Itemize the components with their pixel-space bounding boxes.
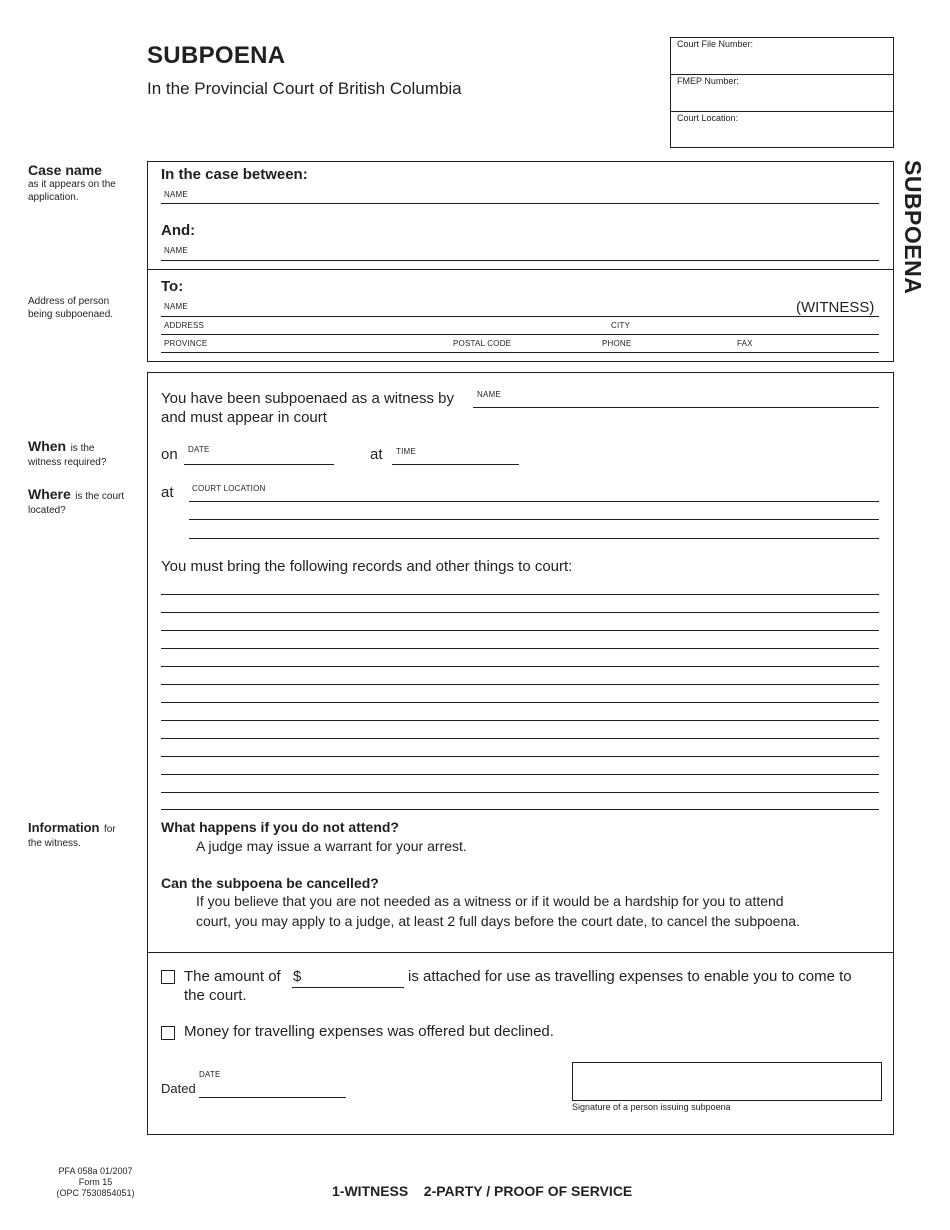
court-location-label: COURT LOCATION: [192, 484, 266, 493]
info-answer-2-line1: If you believe that you are not needed as a witness or if it would be a hardship for you to attend: [196, 893, 784, 909]
court-location-line-2[interactable]: [189, 519, 879, 520]
records-line[interactable]: [161, 630, 879, 631]
address-label: ADDRESS: [164, 321, 205, 330]
court-file-number-field[interactable]: [671, 38, 893, 75]
amount-suffix-text: is attached for use as travelling expenses to enable you to come to: [408, 968, 852, 985]
party2-name-line[interactable]: [161, 260, 879, 261]
records-line[interactable]: [161, 792, 879, 793]
declined-checkbox[interactable]: [161, 1026, 175, 1040]
section-divider: [148, 269, 893, 270]
court-file-number-label: Court File Number:: [677, 39, 754, 49]
info-answer-2-line2: court, you may apply to a judge, at least 2 full days before the court date, to cancel the subpoena.: [196, 913, 800, 929]
address-note-line1: Address of person: [28, 296, 110, 307]
where-sub1: is the court: [75, 491, 125, 502]
where-sub2: located?: [28, 505, 66, 516]
amount-line[interactable]: [292, 987, 404, 988]
records-line[interactable]: [161, 809, 879, 810]
records-line[interactable]: [161, 594, 879, 595]
info-answer-1: A judge may issue a warrant for your arrest.: [196, 838, 467, 854]
court-file-box: [670, 37, 894, 148]
time-label: TIME: [396, 447, 416, 456]
form-info: [28, 1166, 163, 1199]
declined-text: Money for travelling expenses was offered but declined.: [184, 1023, 554, 1040]
when-sub1: is the: [70, 443, 95, 454]
and-label: And:: [161, 222, 196, 239]
dollar-sign: $: [293, 968, 302, 985]
court-location-field[interactable]: [671, 112, 893, 149]
time-line[interactable]: [392, 464, 519, 465]
where-heading: Where: [28, 486, 71, 502]
records-line[interactable]: [161, 666, 879, 667]
records-line[interactable]: [161, 702, 879, 703]
amount-prefix-text: The amount of: [184, 968, 281, 985]
records-line[interactable]: [161, 756, 879, 757]
when-sub2: witness required?: [28, 457, 107, 468]
side-title: SUBPOENA: [900, 160, 926, 295]
issuer-name-line[interactable]: [473, 407, 879, 408]
city-label: CITY: [611, 321, 631, 330]
signature-box[interactable]: [572, 1062, 882, 1101]
form-code: PFA 058a 01/2007: [58, 1166, 133, 1176]
distribution-note: 1-WITNESS 2-PARTY / PROOF OF SERVICE: [332, 1183, 633, 1199]
info-heading: Information: [28, 820, 100, 835]
amount-attached-checkbox[interactable]: [161, 970, 175, 984]
info-sub2: the witness.: [28, 838, 81, 849]
records-line[interactable]: [161, 648, 879, 649]
records-line[interactable]: [161, 612, 879, 613]
bring-records-text: You must bring the following records and other things to court:: [161, 558, 573, 575]
case-name-heading: Case name: [28, 162, 102, 178]
info-question-2: Can the subpoena be cancelled?: [161, 875, 379, 891]
address-note-line2: being subpoenaed.: [28, 309, 114, 320]
party1-name-line[interactable]: [161, 203, 879, 204]
case-name-note: [28, 162, 140, 204]
page-subtitle: In the Provincial Court of British Columbia: [147, 79, 462, 98]
main-box: [147, 372, 894, 1135]
address-note: [28, 295, 143, 321]
on-label: on: [161, 446, 178, 463]
court-location-line-1[interactable]: [189, 501, 879, 502]
info-sub1: for: [103, 824, 116, 835]
info-question-1: What happens if you do not attend?: [161, 819, 399, 835]
records-line[interactable]: [161, 774, 879, 775]
name-label-1: NAME: [164, 190, 188, 199]
amount-suffix-text-2: the court.: [184, 987, 247, 1004]
witness-label: (WITNESS): [796, 299, 875, 316]
records-line[interactable]: [161, 738, 879, 739]
fax-label: FAX: [737, 339, 753, 348]
address-line[interactable]: [161, 334, 879, 335]
dated-label: Dated: [161, 1081, 196, 1096]
info-note: [28, 819, 143, 850]
records-line[interactable]: [161, 684, 879, 685]
when-note: [28, 438, 143, 469]
signature-caption: Signature of a person issuing subpoena: [572, 1102, 731, 1112]
case-between-label: In the case between:: [161, 166, 308, 183]
witness-name-line[interactable]: [161, 316, 879, 317]
at-time-label: at: [370, 446, 383, 463]
case-name-sub: as it appears on the application.: [28, 179, 116, 203]
when-heading: When: [28, 438, 67, 454]
province-line[interactable]: [161, 352, 879, 353]
opc-number: (OPC 7530854051): [56, 1188, 135, 1198]
postal-code-label: POSTAL CODE: [453, 339, 512, 348]
issuer-name-label: NAME: [477, 390, 501, 399]
court-location-line-3[interactable]: [189, 538, 879, 539]
phone-label: PHONE: [602, 339, 632, 348]
section-divider: [148, 952, 893, 953]
page-title: SUBPOENA: [147, 42, 286, 69]
date-label: DATE: [188, 445, 210, 454]
fmep-number-label: FMEP Number:: [677, 76, 739, 86]
subpoenaed-by-text: You have been subpoenaed as a witness by: [161, 390, 455, 407]
dated-date-label: DATE: [199, 1070, 221, 1079]
name-label-2: NAME: [164, 246, 188, 255]
province-label: PROVINCE: [164, 339, 208, 348]
records-line[interactable]: [161, 720, 879, 721]
form-number: Form 15: [78, 1177, 113, 1187]
dated-line[interactable]: [199, 1097, 346, 1098]
date-line[interactable]: [184, 464, 334, 465]
name-label-3: NAME: [164, 302, 188, 311]
must-appear-text: and must appear in court: [161, 409, 327, 426]
fmep-number-field[interactable]: [671, 75, 893, 112]
court-location-label: Court Location:: [677, 113, 739, 123]
to-label: To:: [161, 278, 184, 295]
parties-box: [147, 161, 894, 362]
where-note: [28, 486, 143, 517]
at-location-label: at: [161, 484, 174, 501]
